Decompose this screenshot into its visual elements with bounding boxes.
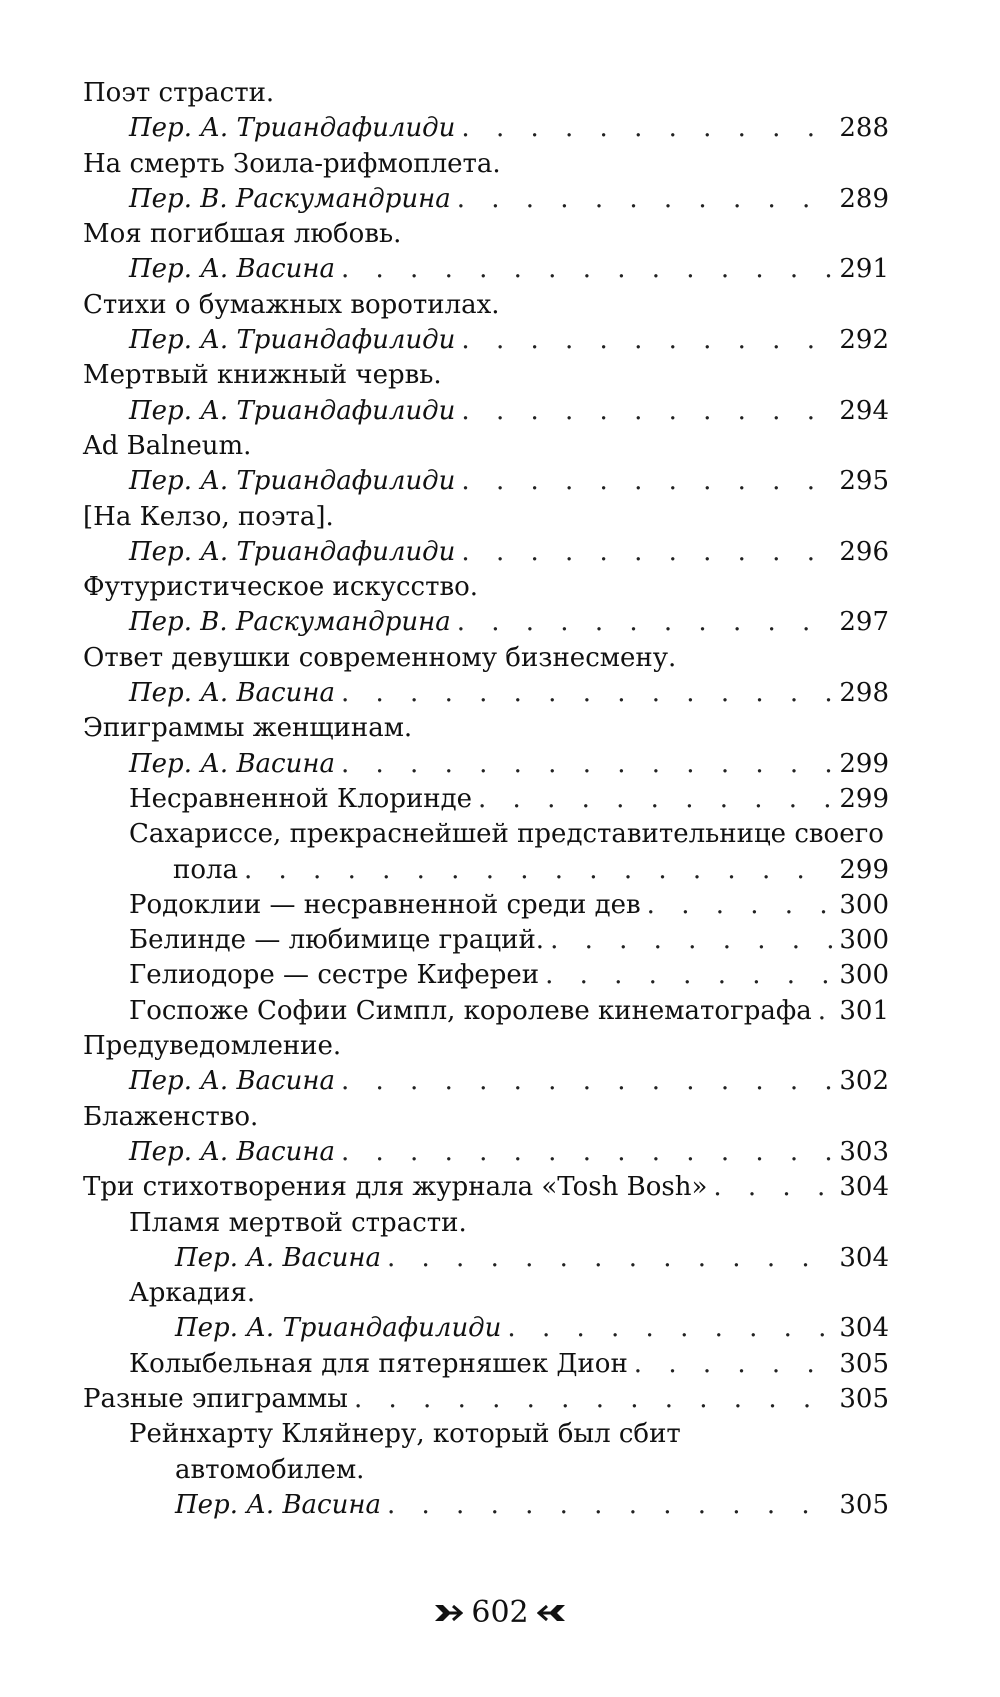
toc-entry — [83, 464, 889, 499]
toc-page-number: 304 — [839, 1313, 889, 1344]
toc-page-number: 301 — [839, 995, 889, 1026]
toc-page-number: 297 — [839, 607, 889, 638]
toc-page-number: 294 — [839, 395, 889, 426]
toc-entry — [83, 76, 889, 111]
toc-title: пола — [173, 854, 238, 885]
toc-title: Белинде — любимице граций. — [129, 925, 545, 956]
toc-entry — [83, 500, 889, 535]
toc-translator: Пер. А. Васина — [129, 254, 335, 285]
toc-page-number: 291 — [839, 254, 889, 285]
toc-page-number: 302 — [839, 1066, 889, 1097]
toc-entry — [83, 182, 889, 217]
toc-title: Эпиграммы женщинам. — [83, 713, 413, 744]
toc-page-number: 298 — [839, 678, 889, 709]
toc-page-number: 292 — [839, 325, 889, 356]
page-number: 602 — [471, 1595, 529, 1630]
toc-entry — [83, 1029, 889, 1064]
dot-leader — [461, 323, 833, 358]
toc-page-number: 305 — [839, 1383, 889, 1414]
toc-translator: Пер. А. Васина — [175, 1242, 381, 1273]
arrow-left-ornament-icon — [537, 1601, 567, 1625]
dot-leader — [457, 182, 834, 217]
toc-translator: Пер. А. Васина — [129, 748, 335, 779]
toc-page-number: 305 — [839, 1489, 889, 1520]
toc-entry — [83, 1206, 889, 1241]
toc-entry — [83, 1347, 889, 1382]
toc-page-number: 304 — [839, 1172, 889, 1203]
toc-title: Пламя мертвой страсти. — [129, 1207, 467, 1238]
toc-translator: Пер. В. Раскумандрина — [129, 183, 451, 214]
toc-title: Моя погибшая любовь. — [83, 219, 402, 250]
dot-leader — [387, 1241, 833, 1276]
toc-title: автомобилем. — [175, 1454, 365, 1485]
toc-entry — [83, 429, 889, 464]
toc-entry — [83, 817, 889, 852]
dot-leader — [341, 1135, 833, 1170]
toc-entry — [83, 676, 889, 711]
toc-entry — [83, 288, 889, 323]
dot-leader — [457, 605, 834, 640]
toc-page-number: 304 — [839, 1242, 889, 1273]
dot-leader — [818, 994, 834, 1029]
toc-page-number: 299 — [839, 748, 889, 779]
toc-entry — [83, 641, 889, 676]
toc-page-number: 289 — [839, 183, 889, 214]
toc-page-number: 295 — [839, 466, 889, 497]
toc-translator: Пер. А. Васина — [175, 1489, 381, 1520]
toc-title: На смерть Зоила-рифмоплета. — [83, 148, 501, 179]
toc-title: Предуведомление. — [83, 1031, 342, 1062]
toc-title: Мертвый книжный червь. — [83, 360, 442, 391]
toc-title: Ad Balneum. — [83, 430, 252, 461]
toc-page-number: 288 — [839, 113, 889, 144]
dot-leader — [478, 782, 833, 817]
toc-title: Разные эпиграммы — [83, 1383, 348, 1414]
toc-title: Госпоже Софии Симпл, королеве кинематографа — [129, 995, 812, 1026]
toc-translator: Пер. А. Васина — [129, 678, 335, 709]
toc-entry — [83, 888, 889, 923]
toc-title: Сахариссе, прекраснейшей представительнице своего — [129, 819, 884, 850]
toc-title: Блаженство. — [83, 1101, 259, 1132]
dot-leader — [550, 923, 833, 958]
toc-entry — [83, 1417, 889, 1452]
arrow-right-ornament-icon — [433, 1601, 463, 1625]
toc-entry — [83, 711, 889, 746]
dot-leader — [341, 252, 833, 287]
toc-page-number: 300 — [839, 925, 889, 956]
toc-title: Стихи о бумажных воротилах. — [83, 289, 500, 320]
toc-title: Три стихотворения для журнала «Tosh Bosh» — [83, 1172, 708, 1203]
toc-entry — [83, 111, 889, 146]
toc-page-number: 305 — [839, 1348, 889, 1379]
toc-page-number: 299 — [839, 854, 889, 885]
toc-entry — [83, 1064, 889, 1099]
table-of-contents — [83, 76, 889, 1523]
dot-leader — [545, 958, 833, 993]
toc-entry — [83, 1453, 889, 1488]
toc-entry — [83, 394, 889, 429]
toc-translator: Пер. В. Раскумандрина — [129, 607, 451, 638]
dot-leader — [461, 464, 833, 499]
toc-entry — [83, 535, 889, 570]
toc-entry — [83, 1241, 889, 1276]
toc-page-number: 300 — [839, 960, 889, 991]
toc-translator: Пер. А. Васина — [129, 1066, 335, 1097]
toc-page-number: 303 — [839, 1136, 889, 1167]
dot-leader — [341, 747, 833, 782]
toc-title: Аркадия. — [129, 1278, 256, 1309]
dot-leader — [341, 1064, 833, 1099]
dot-leader — [461, 535, 833, 570]
toc-title: Поэт страсти. — [83, 78, 275, 108]
toc-page-number: 296 — [839, 536, 889, 567]
toc-entry — [83, 605, 889, 640]
toc-entry — [83, 958, 889, 993]
toc-title: Родоклии — несравненной среди дев — [129, 889, 641, 920]
toc-title: [На Келзо, поэта]. — [83, 501, 334, 532]
dot-leader — [634, 1347, 834, 1382]
toc-title: Колыбельная для пятерняшек Дион — [129, 1348, 628, 1379]
toc-title: Несравненной Клоринде — [129, 783, 473, 814]
toc-entry — [83, 570, 889, 605]
toc-translator: Пер. А. Триандафилиди — [129, 536, 456, 567]
toc-entry — [83, 1382, 889, 1417]
toc-entry — [83, 1276, 889, 1311]
toc-translator: Пер. А. Триандафилиди — [129, 325, 456, 356]
toc-translator: Пер. А. Триандафилиди — [129, 466, 456, 497]
toc-entry — [83, 1311, 889, 1346]
toc-entry — [83, 358, 889, 393]
toc-entry — [83, 994, 889, 1029]
toc-title: Гелиодоре — сестре Кифереи — [129, 960, 540, 991]
toc-title: Рейнхарту Кляйнеру, который был сбит — [129, 1419, 681, 1450]
dot-leader — [713, 1170, 833, 1205]
toc-entry — [83, 1100, 889, 1135]
toc-translator: Пер. А. Триандафилиди — [175, 1313, 502, 1344]
toc-entry — [83, 1135, 889, 1170]
toc-entry — [83, 747, 889, 782]
toc-entry — [83, 217, 889, 252]
toc-entry — [83, 923, 889, 958]
toc-entry — [83, 782, 889, 817]
page-footer — [0, 1595, 1000, 1630]
dot-leader — [387, 1488, 833, 1523]
toc-page-number: 300 — [839, 889, 889, 920]
toc-entry — [83, 252, 889, 287]
toc-translator: Пер. А. Триандафилиди — [129, 113, 456, 144]
toc-entry — [83, 147, 889, 182]
toc-entry — [83, 853, 889, 888]
dot-leader — [461, 111, 833, 146]
dot-leader — [507, 1311, 833, 1346]
dot-leader — [354, 1382, 833, 1417]
toc-entry — [83, 1488, 889, 1523]
toc-translator: Пер. А. Васина — [129, 1136, 335, 1167]
toc-page-number: 299 — [839, 783, 889, 814]
dot-leader — [341, 676, 833, 711]
toc-translator: Пер. А. Триандафилиди — [129, 395, 456, 426]
dot-leader — [244, 853, 833, 888]
toc-entry — [83, 323, 889, 358]
dot-leader — [461, 394, 833, 429]
toc-title: Ответ девушки современному бизнесмену. — [83, 642, 677, 673]
dot-leader — [647, 888, 834, 923]
toc-entry — [83, 1170, 889, 1205]
toc-title: Футуристическое искусство. — [83, 572, 479, 603]
